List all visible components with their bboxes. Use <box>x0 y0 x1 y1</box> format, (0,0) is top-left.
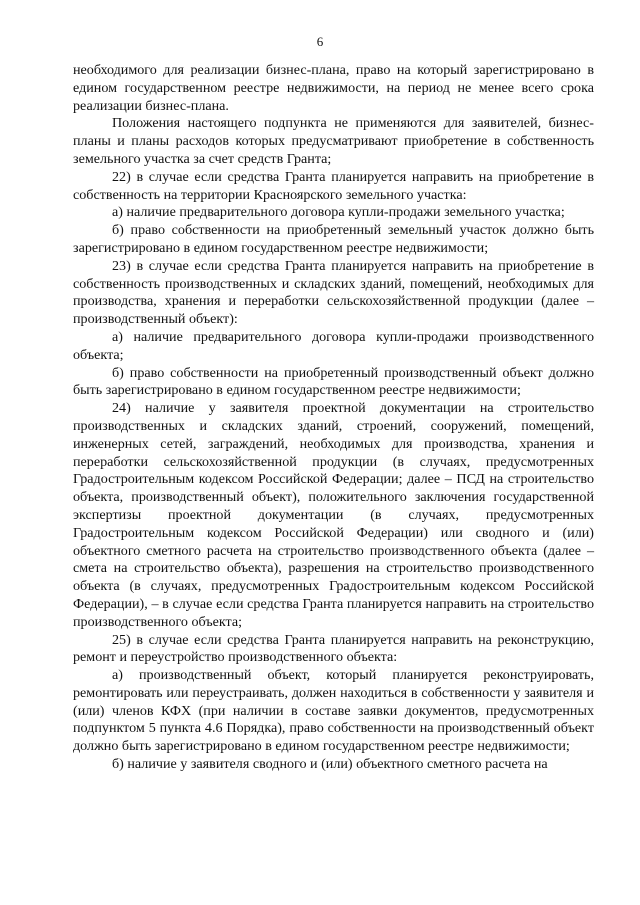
paragraph-exception-note: Положения настоящего подпункта не применяются для заявителей, бизнес-планы и планы расходов которых предусматривают приобретение в собственность земельного участка за счет средств Гранта; <box>73 115 594 167</box>
paragraph-item-24: 24) наличие у заявителя проектной документации на строительство производственных и складских зданий, строений, сооружений, помещений, инженерных сетей, заграждений, необходимых для производства, хранения и переработки сельскохозяйственной продукции (в случаях, предусмотренных Градостроительным кодексом Российской Федерации; далее – ПСД на строительство объекта, производственный объект), положительного заключения государственной экспертизы проектной документации (в случаях, предусмотренных Градостроительным кодексом Российской Федерации) или сводного и (или) объектного сметного расчета на строительство производственного объекта (далее – смета на строительство объекта), разрешения на строительство производственного объекта (в случаях, предусмотренных Градостроительным кодексом Российской Федерации), – в случае если средства Гранта планируется направить на строительство производственного объекта; <box>73 400 594 630</box>
paragraph-item-23-b: б) право собственности на приобретенный производственный объект должно быть зарегистрировано в едином государственном реестре недвижимости; <box>73 364 594 399</box>
document-body <box>73 62 594 774</box>
paragraph-item-22-b: б) право собственности на приобретенный земельный участок должно быть зарегистрировано в едином государственном реестре недвижимости; <box>73 222 594 256</box>
paragraph-item-22-a: а) наличие предварительного договора купли-продажи земельного участка; <box>112 204 565 221</box>
paragraph-item-25-a: а) производственный объект, который планируется реконструировать, ремонтировать или переустраивать, должен находиться в собственности у заявителя и (или) членов КФХ (при наличии в составе заявки документов, предусмотренных подпунктом 5 пункта 4.6 Порядка), право собственности на производственный объект должно быть зарегистрировано в едином государственном реестре недвижимости; <box>73 667 594 755</box>
paragraph-item-23: 23) в случае если средства Гранта планируется направить на приобретение в собственность производственных и складских зданий, помещений, необходимых для производства, хранения и переработки сельскохозяйственной продукции (далее – производственный объект): <box>73 257 594 328</box>
paragraph-item-25: 25) в случае если средства Гранта планируется направить на реконструкцию, ремонт и переустройство производственного объекта: <box>73 631 594 666</box>
page-number: 6 <box>316 34 324 49</box>
paragraph-continuation: необходимого для реализации бизнес-плана, право на который зарегистрировано в едином государственном реестре недвижимости, на период не менее всего срока реализации бизнес-плана. <box>73 62 594 114</box>
paragraph-item-22: 22) в случае если средства Гранта планируется направить на приобретение в собственность на территории Красноярского земельного участка: <box>73 168 594 203</box>
paragraph-item-25-b: б) наличие у заявителя сводного и (или) объектного сметного расчета на <box>112 756 548 773</box>
paragraph-item-23-a: а) наличие предварительного договора купли-продажи производственного объекта; <box>73 328 594 363</box>
